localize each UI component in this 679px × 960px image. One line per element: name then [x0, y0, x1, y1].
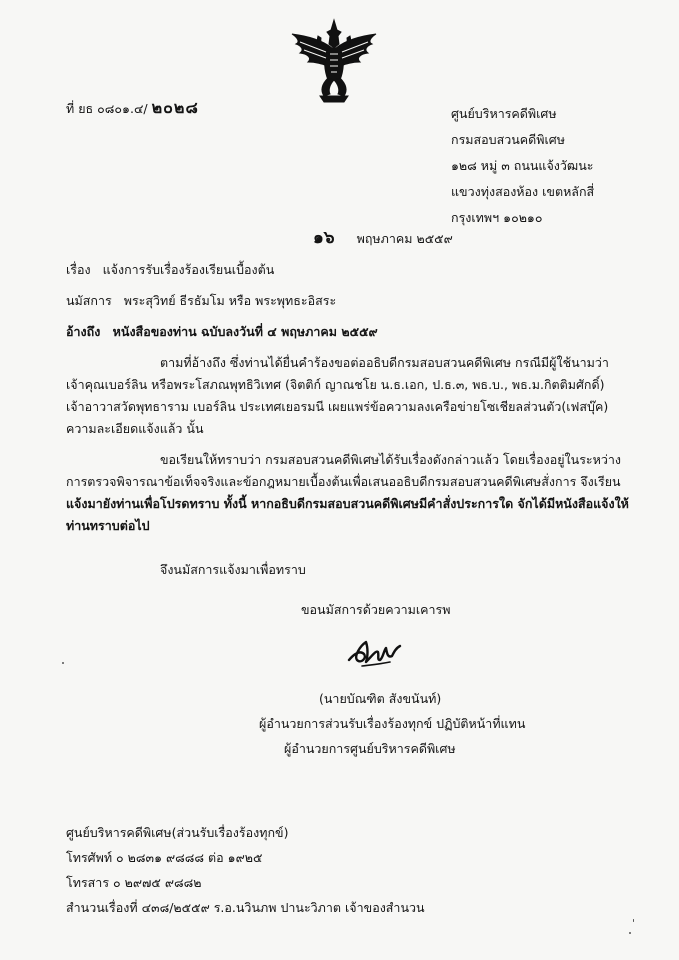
- closing-line: จึงนมัสการแจ้งมาเพื่อทราบ: [160, 562, 306, 577]
- paragraph-line: ขอเรียนให้ทราบว่า กรมสอบสวนคดีพิเศษได้รับเรื่องดังกล่าวแล้ว โดยเรื่องอยู่ในระหว่าง: [160, 452, 622, 467]
- address-line: ศูนย์บริหารคดีพิเศษ: [451, 106, 557, 121]
- footer-fax: โทรสาร ๐ ๒๙๗๕ ๙๘๘๒: [66, 875, 202, 890]
- salutation-text: พระสุวิทย์ ธีรธัมโม หรือ พระพุทธะอิสระ: [123, 293, 337, 308]
- reference-line: [66, 324, 378, 340]
- reference-label: อ้างถึง: [66, 324, 101, 339]
- subject-label: เรื่อง: [66, 262, 91, 277]
- address-line: กรุงเทพฯ ๑๐๒๑๐: [451, 210, 543, 225]
- paragraph-line: เจ้าคุณเบอร์ลิน หรือพระโสภณพุทธิวิเทศ (จิตติก์ ญาณชโย น.ธ.เอก, ป.ธ.๓, พธ.บ., พธ.ม.กิตติมศักดิ์): [66, 377, 605, 392]
- paragraph-line: ตามที่อ้างถึง ซึ่งท่านได้ยื่นคำร้องขอต่ออธิบดีกรมสอบสวนคดีพิเศษ กรณีมีผู้ใช้นามว่า: [160, 355, 609, 370]
- complimentary-close: ขอนมัสการด้วยความเคารพ: [301, 602, 451, 617]
- handwritten-signature: [346, 632, 404, 670]
- garuda-emblem: [286, 18, 382, 104]
- salutation-label: นมัสการ: [66, 293, 112, 308]
- subject-line: [66, 262, 274, 278]
- paragraph-line: การตรวจพิจารณาข้อเท็จจริงและข้อกฎหมายเบื้องต้นเพื่อเสนออธิบดีกรมสอบสวนคดีพิเศษสั่งการ จึงเรียน: [66, 474, 621, 489]
- body-paragraph-1: [66, 352, 626, 440]
- body-paragraph-2: [66, 449, 629, 537]
- footer-contact: [66, 820, 425, 920]
- reference-text: หนังสือของท่าน ฉบับลงวันที่ ๔ พฤษภาคม ๒๕๕๙: [112, 324, 378, 339]
- address-line: แขวงทุ่งสองห้อง เขตหลักสี่: [451, 184, 595, 199]
- salutation-line: [66, 293, 336, 309]
- paragraph-line: ความละเอียดแจ้งแล้ว นั้น: [66, 421, 204, 436]
- signatory-title-2: ผู้อำนวยการศูนย์บริหารคดีพิเศษ: [284, 741, 456, 756]
- letter-date: [313, 230, 453, 247]
- signatory-title-1: ผู้อำนวยการส่วนรับเรื่องร้องทุกข์ ปฏิบัติหน้าที่แทน: [259, 716, 526, 731]
- date-month-year: พฤษภาคม ๒๕๕๙: [356, 231, 453, 246]
- date-day-handwritten: ๑๖: [313, 228, 335, 248]
- footer-clerk: สำนวนเรื่องที่ ๔๓๘/๒๕๕๙ ร.อ.นวินภพ ปานะวิภาต เจ้าของสำนวน: [66, 900, 425, 915]
- signatory-name: (นายบัณฑิต สังขนันท์): [319, 691, 442, 706]
- scan-speck: [629, 932, 631, 934]
- scan-speck: [633, 919, 634, 922]
- paragraph-line: แจ้งมายังท่านเพื่อโปรดทราบ ทั้งนี้ หากอธิบดีกรมสอบสวนคดีพิเศษมีคำสั่งประการใด จักได้มีหนังสือแจ้งให้: [66, 496, 629, 511]
- address-line: กรมสอบสวนคดีพิเศษ: [451, 132, 565, 147]
- paragraph-line: ท่านทราบต่อไป: [66, 518, 150, 533]
- paragraph-line: เจ้าอาวาสวัดพุทธาราม เบอร์ลิน ประเทศเยอรมนี เผยแพร่ข้อความลงเครือข่ายโซเชียลส่วนตัว(เฟสบุ๊ค): [66, 399, 609, 414]
- reference-number-handwritten: ๒๐๒๘: [151, 98, 199, 117]
- reference-prefix: ที่ ยธ ๐๘๐๑.๔/: [66, 101, 148, 116]
- scan-speck: [62, 662, 64, 664]
- footer-phone: โทรศัพท์ ๐ ๒๘๓๑ ๙๘๘๘ ต่อ ๑๙๒๕: [66, 850, 263, 865]
- reference-number: [66, 100, 199, 117]
- address-line: ๑๒๘ หมู่ ๓ ถนนแจ้งวัฒนะ: [451, 158, 594, 173]
- subject-text: แจ้งการรับเรื่องร้องเรียนเบื้องต้น: [102, 262, 275, 277]
- footer-office: ศูนย์บริหารคดีพิเศษ(ส่วนรับเรื่องร้องทุกข์): [66, 825, 289, 840]
- sender-address: [451, 101, 594, 231]
